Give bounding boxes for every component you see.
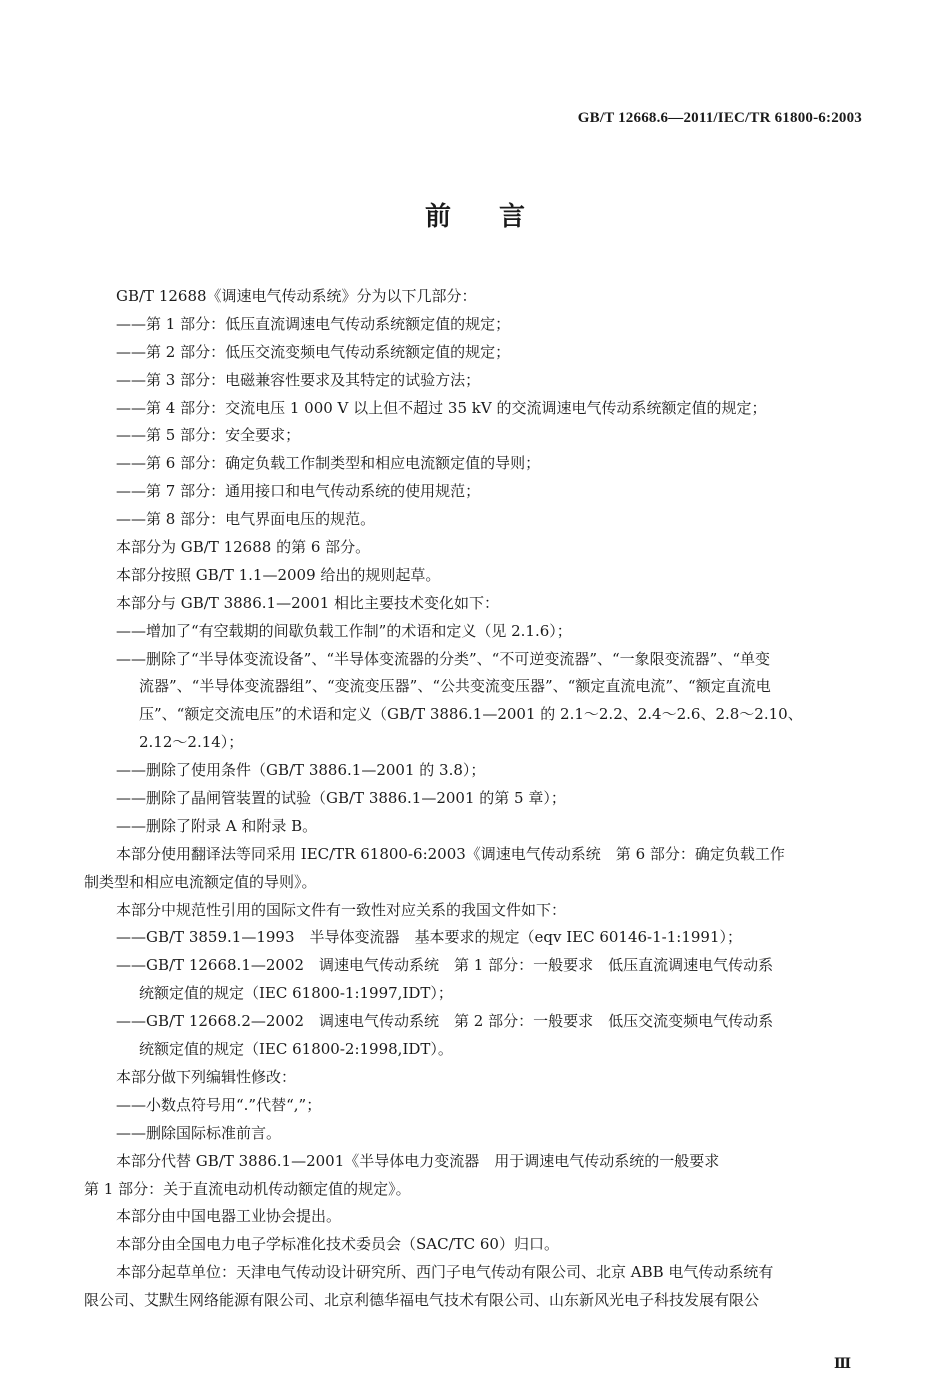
list-item: ——第 5 部分：安全要求； bbox=[116, 426, 301, 445]
list-item: ——GB/T 12668.2—2002 调速电气传动系统 第 2 部分：一般要求 低压交流变频电气传动系 bbox=[116, 1012, 774, 1031]
list-item: ——删除了附录 A 和附录 B。 bbox=[116, 816, 318, 835]
list-item: ——小数点符号用“.”代替“,”； bbox=[116, 1095, 322, 1114]
list-item-continuation: 流器”、“半导体变流器组”、“变流变压器”、“公共变流变压器”、“额定直流电流”、“额定直流电 bbox=[139, 677, 771, 696]
text-line: 本部分中规范性引用的国际文件有一致性对应关系的我国文件如下： bbox=[116, 900, 567, 919]
text-line: 本部分使用翻译法等同采用 IEC/TR 61800-6:2003《调速电气传动系统 第 6 部分：确定负载工作 bbox=[116, 844, 785, 863]
list-item: ——GB/T 3859.1—1993 半导体变流器 基本要求的规定（eqv IEC 60146-1-1:1991）； bbox=[116, 928, 743, 947]
list-item: ——删除了“半导体变流设备”、“半导体变流器的分类”、“不可逆变流器”、“一象限变流器”、“单变 bbox=[116, 649, 771, 668]
text-line: 本部分为 GB/T 12688 的第 6 部分。 bbox=[116, 538, 371, 557]
list-item: ——删除国际标准前言。 bbox=[116, 1123, 282, 1142]
list-item-continuation: 统额定值的规定（IEC 61800-1:1997,IDT）； bbox=[139, 984, 453, 1003]
page-title: 前言 bbox=[424, 202, 573, 232]
text-line: 本部分由中国电器工业协会提出。 bbox=[116, 1207, 342, 1226]
list-item-continuation: 2.12～2.14）； bbox=[139, 733, 244, 752]
list-item: ——第 1 部分：低压直流调速电气传动系统额定值的规定； bbox=[116, 314, 511, 333]
text-line: GB/T 12688《调速电气传动系统》分为以下几部分： bbox=[116, 287, 477, 305]
text-line-continuation: 第 1 部分：关于直流电动机传动额定值的规定》。 bbox=[84, 1179, 411, 1198]
text-line: 本部分按照 GB/T 1.1—2009 给出的规则起草。 bbox=[116, 565, 441, 584]
foreword-body bbox=[84, 283, 864, 1315]
list-item: ——第 4 部分：交流电压 1 000 V 以上但不超过 35 kV 的交流调速电气传动系统额定值的规定； bbox=[116, 398, 767, 417]
list-item: ——第 7 部分：通用接口和电气传动系统的使用规范； bbox=[116, 482, 481, 501]
list-item: ——删除了晶闸管装置的试验（GB/T 3886.1—2001 的第 5 章）； bbox=[116, 789, 566, 808]
list-item: ——第 6 部分：确定负载工作制类型和相应电流额定值的导则； bbox=[116, 454, 541, 473]
text-line: 本部分由全国电力电子学标准化技术委员会（SAC/TC 60）归口。 bbox=[116, 1235, 559, 1254]
list-item-continuation: 压”、“额定交流电压”的术语和定义（GB/T 3886.1—2001 的 2.1～2.2、2.4～2.6、2.8～2.10、 bbox=[139, 705, 803, 724]
list-item-continuation: 统额定值的规定（IEC 61800-2:1998,IDT）。 bbox=[139, 1040, 453, 1059]
text-line-continuation: 制类型和相应电流额定值的导则》。 bbox=[84, 872, 317, 891]
list-item: ——第 3 部分：电磁兼容性要求及其特定的试验方法； bbox=[116, 370, 481, 389]
list-item: ——第 2 部分：低压交流变频电气传动系统额定值的规定； bbox=[116, 342, 511, 361]
text-line: 本部分代替 GB/T 3886.1—2001《半导体电力变流器 用于调速电气传动系统的一般要求 bbox=[116, 1151, 720, 1170]
list-item: ——删除了使用条件（GB/T 3886.1—2001 的 3.8）； bbox=[116, 761, 486, 780]
list-item: ——第 8 部分：电气界面电压的规范。 bbox=[116, 510, 376, 529]
list-item: ——GB/T 12668.1—2002 调速电气传动系统 第 1 部分：一般要求 低压直流调速电气传动系 bbox=[116, 956, 774, 975]
text-line: 本部分起草单位：天津电气传动设计研究所、西门子电气传动有限公司、北京 ABB 电气传动系统有 bbox=[116, 1263, 774, 1282]
text-line-continuation: 限公司、艾默生网络能源有限公司、北京利德华福电气技术有限公司、山东新风光电子科技发展有限公 bbox=[84, 1291, 760, 1310]
text-line: 本部分与 GB/T 3886.1—2001 相比主要技术变化如下： bbox=[116, 593, 500, 612]
list-item: ——增加了“有空载期的间歇负载工作制”的术语和定义（见 2.1.6）； bbox=[116, 621, 572, 640]
text-line: 本部分做下列编辑性修改： bbox=[116, 1067, 297, 1086]
page-number: Ⅲ bbox=[833, 1357, 851, 1372]
standard-number-header: GB/T 12668.6—2011/IEC/TR 61800-6:2003 bbox=[577, 110, 862, 126]
